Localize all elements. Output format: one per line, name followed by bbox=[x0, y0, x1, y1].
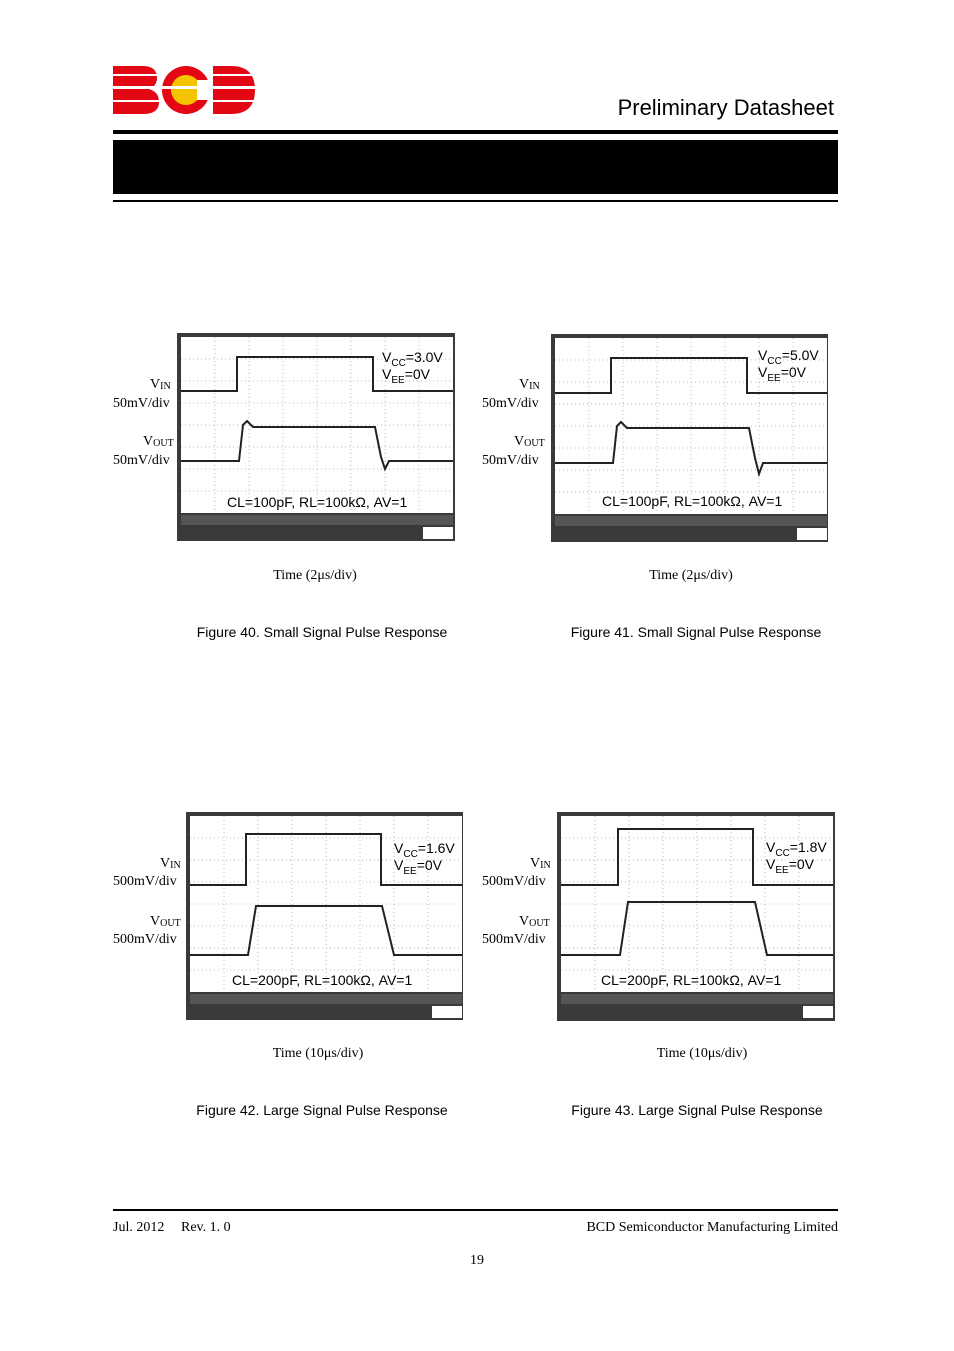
figure-caption: Figure 43. Large Signal Pulse Response bbox=[571, 1102, 823, 1118]
vin-scale: 50mV/div bbox=[113, 396, 170, 411]
footer-date: Jul. 2012 bbox=[113, 1220, 165, 1235]
vin-label: $V_{IN}$ bbox=[530, 856, 551, 871]
vout-scale: 500mV/div bbox=[113, 932, 177, 947]
time-axis-label: Time (10μs/div) bbox=[272, 1046, 364, 1061]
vee-label: $V_{EE}=0V$ bbox=[766, 856, 814, 876]
vout-scale: 500mV/div bbox=[482, 932, 546, 947]
title-bar bbox=[113, 140, 838, 194]
footer-company: BCD Semiconductor Manufacturing Limited bbox=[586, 1220, 838, 1235]
vcc-label: $V_{CC}=1.6V$ bbox=[394, 840, 455, 860]
vin-label: $V_{IN}$ bbox=[519, 377, 540, 392]
vin-scale: 500mV/div bbox=[482, 874, 546, 889]
doc-type-label: Preliminary Datasheet bbox=[617, 95, 834, 120]
vout-label: $V_{OUT}$ bbox=[514, 434, 545, 449]
conditions-label: CL=100pF, RL=100kΩ, AV=1 bbox=[602, 493, 783, 509]
vcc-label: $V_{CC}=1.8V$ bbox=[766, 839, 827, 859]
page-number: 19 bbox=[470, 1253, 484, 1268]
vout-scale: 50mV/div bbox=[113, 453, 170, 468]
vcc-label: $V_{CC}=5.0V$ bbox=[758, 347, 819, 367]
vcc-label: $V_{CC}=3.0V$ bbox=[382, 349, 443, 369]
vin-label: $V_{IN}$ bbox=[160, 856, 181, 871]
conditions-label: CL=200pF, RL=100kΩ, AV=1 bbox=[232, 972, 413, 988]
vin-label: $V_{IN}$ bbox=[150, 377, 171, 392]
time-axis-label: Time (2μs/div) bbox=[273, 568, 357, 583]
figure-caption: Figure 41. Small Signal Pulse Response bbox=[570, 624, 822, 640]
bcd-logo bbox=[113, 62, 255, 116]
figure-caption: Figure 42. Large Signal Pulse Response bbox=[196, 1102, 448, 1118]
vin-scale: 500mV/div bbox=[113, 874, 177, 889]
vout-label: $V_{OUT}$ bbox=[519, 914, 550, 929]
figure-caption: Figure 40. Small Signal Pulse Response bbox=[196, 624, 448, 640]
vin-scale: 50mV/div bbox=[482, 396, 539, 411]
footer-rule bbox=[113, 1209, 838, 1211]
vee-label: $V_{EE}=0V$ bbox=[382, 366, 430, 386]
header-rule-thin bbox=[113, 200, 838, 202]
header-rule bbox=[113, 130, 838, 134]
footer-revision: Rev. 1. 0 bbox=[181, 1220, 231, 1235]
vee-label: $V_{EE}=0V$ bbox=[758, 364, 806, 384]
conditions-label: CL=100pF, RL=100kΩ, AV=1 bbox=[227, 494, 408, 510]
vee-label: $V_{EE}=0V$ bbox=[394, 857, 442, 877]
vout-label: $V_{OUT}$ bbox=[143, 434, 174, 449]
vout-scale: 50mV/div bbox=[482, 453, 539, 468]
vout-label: $V_{OUT}$ bbox=[150, 914, 181, 929]
conditions-label: CL=200pF, RL=100kΩ, AV=1 bbox=[601, 972, 782, 988]
time-axis-label: Time (2μs/div) bbox=[649, 568, 733, 583]
time-axis-label: Time (10μs/div) bbox=[656, 1046, 748, 1061]
